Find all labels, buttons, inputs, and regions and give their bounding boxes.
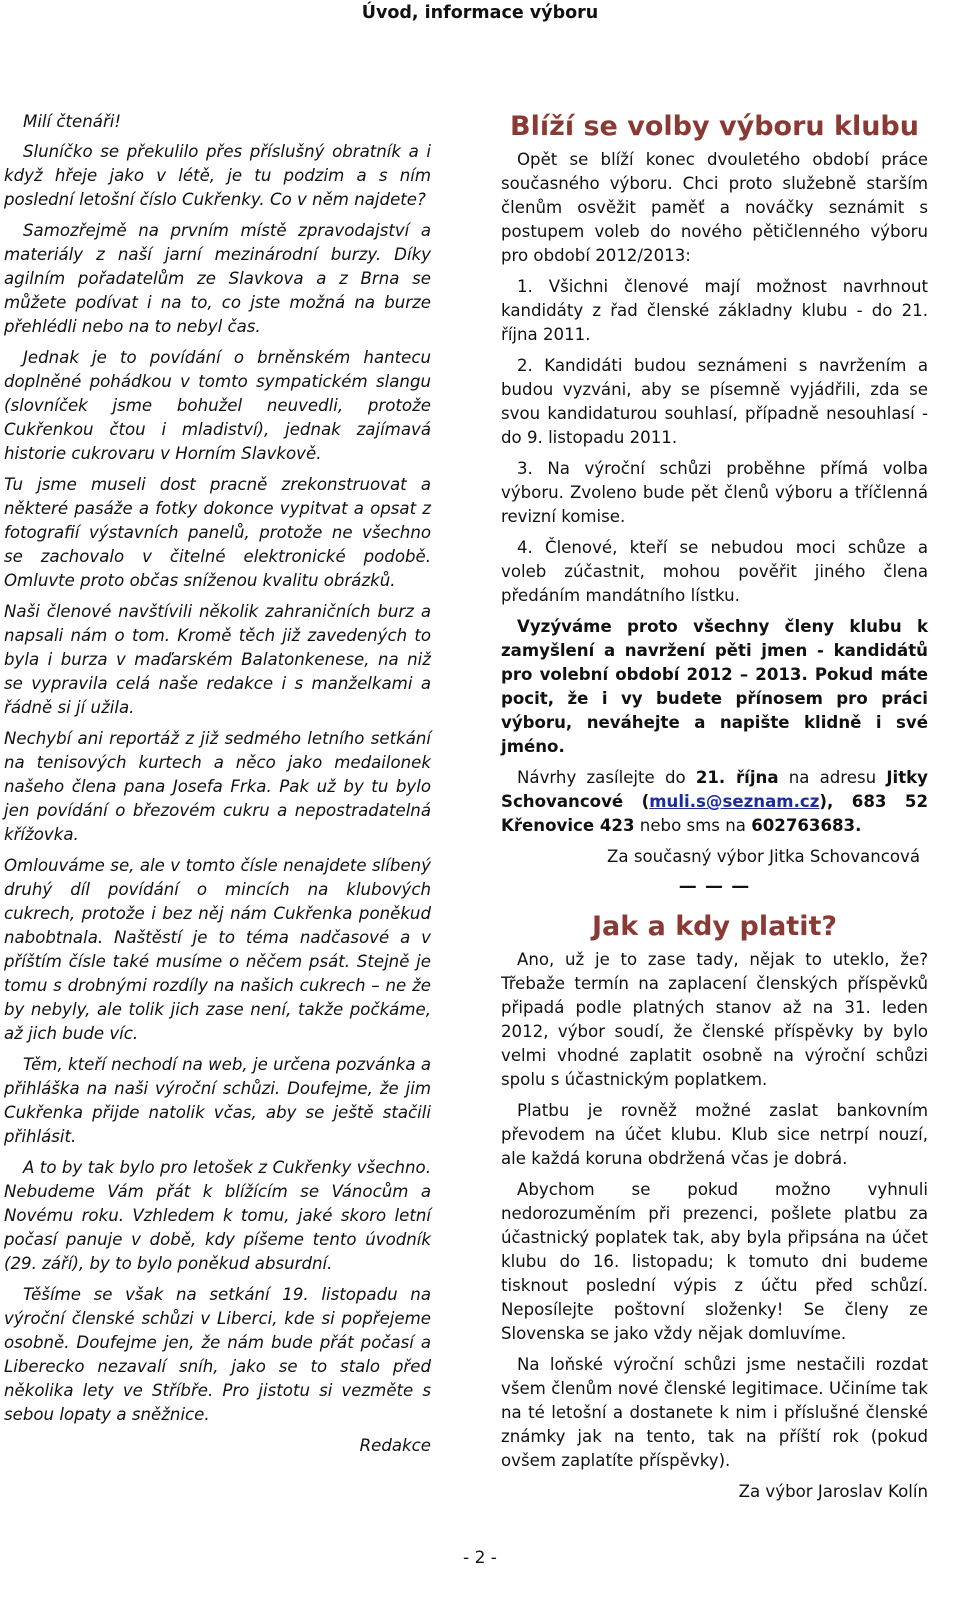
contact-email-link[interactable]: muli.s@seznam.cz: [649, 792, 820, 811]
elections-heading: Blíží se volby výboru klubu: [510, 111, 919, 142]
payment-paragraph: Platbu je rovněž možné zaslat bankovním převodem na účet klubu. Klub sice netrpí nouzí, ale každá koruna obdržená včas je dobrá.: [501, 1101, 928, 1168]
section-divider: — — —: [678, 876, 751, 897]
editorial-paragraph: Samozřejmě na prvním místě zpravodajství a materiály z naší jarní mezinárodní burzy. Díky agilním pořadatelům ze Slavkova a z Brna se můžete podívat i na to, co jste možná na burze přehlédli nebo na to nebyl čas.: [4, 221, 431, 336]
editorial-paragraph: Těšíme se však na setkání 19. listopadu na výroční členské schůzi v Liberci, kde si popřejeme osobně. Doufejme jen, že nám bude přát počasí a Liberecko nezavalí sníh, jako se to stalo před několika lety ve Stříbře. Pro jistotu si vezměte s sebou lopaty a sněžnice.: [4, 1285, 431, 1424]
contact-prefix: Návrhy zasílejte do: [517, 768, 696, 787]
payment-heading: Jak a kdy platit?: [591, 911, 838, 942]
editorial-paragraph: Nechybí ani reportáž z již sedmého letního setkání na tenisových kurtech a něco jako medailonek našeho člena pana Josefa Frka. Pak už by tu bylo jen povídání o březovém cukru a nepostradatelná křížovka.: [4, 729, 431, 844]
committee-column: [501, 110, 928, 1511]
editorial-column: [4, 110, 431, 1465]
page-title: Úvod, informace výboru: [361, 3, 599, 23]
elections-intro: Opět se blíží konec dvouletého období práce současného výboru. Chci proto služebně starším členům osvěžit paměť a nováčky seznámit s postupem voleb do nového pětičlenného výboru pro období 2012/2013:: [501, 150, 928, 265]
editorial-paragraph: Naši členové navštívili několik zahraničních burz a napsali nám o tom. Kromě těch již zavedených to byla i burza v maďarském Balatonkenese, na niž se vypravila celá naše redakce i s manželkami a řádně si jí užila.: [4, 602, 431, 717]
payment-paragraph: Na loňské výroční schůzi jsme nestačili rozdat všem členům nové členské legitimace. Učiníme tak na té letošní a dostanete k nim i příslušné členské známky jak na tento, tak na příští rok (pokud ovšem zaplatíte příspěvky).: [501, 1355, 928, 1470]
election-step: 4. Členové, kteří se nebudou moci schůze a voleb zúčastnit, mohou pověřit jiného člena předáním mandátního lístku.: [501, 538, 928, 605]
editorial-paragraph: Tu jsme museli dost pracně zrekonstruovat a některé pasáže a fotky dokonce vypitvat a opsat z fotografií výstavních panelů, protože ne všechno se zachovalo v čitelné elektronické podobě. Omluvte proto občas sníženou kvalitu obrázků.: [4, 475, 431, 590]
editorial-paragraph: Těm, kteří nechodí na web, je určena pozvánka a přihláška na naši výroční schůzi. Doufejme, že jim Cukřenka přijde natolik včas, aby se ještě stačili přihlásit.: [4, 1055, 431, 1146]
contact-address: ), 683 52 Křenovice 423: [501, 792, 929, 835]
contact-phone: 602763683.: [751, 816, 862, 835]
editorial-signature: Redakce: [359, 1436, 431, 1455]
page-number: - 2 -: [463, 1548, 497, 1568]
editorial-paragraph: A to by tak bylo pro letošek z Cukřenky všechno. Nebudeme Vám přát k blížícím se Vánocům a Novému roku. Vzhledem k tomu, jaké skoro letní počasí panuje v době, kdy píšeme tento úvodník (29. září), by to bylo poněkud absurdní.: [4, 1158, 431, 1273]
election-step: 3. Na výroční schůzi proběhne přímá volba výboru. Zvoleno bude pět členů výboru a tříčlenná revizní komise.: [501, 459, 928, 526]
editorial-paragraph: Jednak je to povídání o brněnském hantecu doplněné pohádkou v tomto sympatickém slangu (slovníček jsme bohužel neuvedli, protože Cukřenkou čtou i mladiství), jednak zajímavá historie cukrovaru v Horním Slavkově.: [4, 348, 431, 463]
elections-signature: Za současný výbor Jitka Schovancová: [607, 847, 920, 866]
election-step: 1. Všichni členové mají možnost navrhnout kandidáty z řad členské základny klubu - do 21. října 2011.: [501, 277, 928, 344]
contact-mid: na adresu: [778, 768, 887, 787]
contact-name: Jitky Schovancové (: [501, 768, 928, 811]
payment-paragraph: Abychom se pokud možno vyhnuli nedorozuměním při prezenci, pošlete platbu za účastnický poplatek tak, aby byla připsána na účet klubu do 16. listopadu; k tomuto dni budeme tisknout poslední výpis z účtu před schůzí. Neposílejte poštovní složenky! Se členy ze Slovenska se jako vždy nějak domluvíme.: [501, 1180, 928, 1343]
contact-deadline: 21. října: [695, 768, 779, 787]
editorial-paragraph: Sluníčko se překulilo přes příslušný obratník a i když hřeje jako v létě, je tu podzim a s ním poslední letošní číslo Cukřenky. Co v něm najdete?: [4, 142, 431, 209]
nomination-contact: [501, 766, 928, 838]
election-step: 2. Kandidáti budou seznámeni s navržením a budou vyzváni, aby se písemně vyjádřili, zda se svou kandidaturou souhlasí, případně nesouhlasí - do 9. listopadu 2011.: [501, 356, 928, 447]
editorial-paragraph: Omlouváme se, ale v tomto čísle nenajdete slíbený druhý díl povídání o mincích na klubových cukrech, protože i bez něj nám Cukřenka poněkud nabobtnala. Naštěstí je to téma nadčasové a v příštím čísle také musíme o něčem psát. Stejně je tomu s drobnými rozdíly na našich cukrech – ne že by nebyly, ale tolik jich zase není, takže počkáme, až jich bude víc.: [4, 856, 431, 1043]
elections-appeal: Vyzýváme proto všechny členy klubu k zamyšlení a navržení pěti jmen - kandidátů pro volební období 2012 – 2013. Pokud máte pocit, že i vy budete přínosem pro práci výboru, neváhejte a napište klidně i své jméno.: [501, 617, 928, 756]
contact-sms-prefix: nebo sms na: [634, 816, 752, 835]
payment-signature: Za výbor Jaroslav Kolín: [738, 1482, 928, 1501]
greeting: Milí čtenáři!: [23, 112, 122, 131]
payment-paragraph: Ano, už je to zase tady, nějak to uteklo, že? Třebaže termín na zaplacení členských příspěvků připadá podle platných stanov až na 31. leden 2012, výbor soudí, že členské příspěvky by bylo velmi vhodné zaplatit osobně na výroční schůzi spolu s účastnickým poplatkem.: [501, 950, 928, 1089]
